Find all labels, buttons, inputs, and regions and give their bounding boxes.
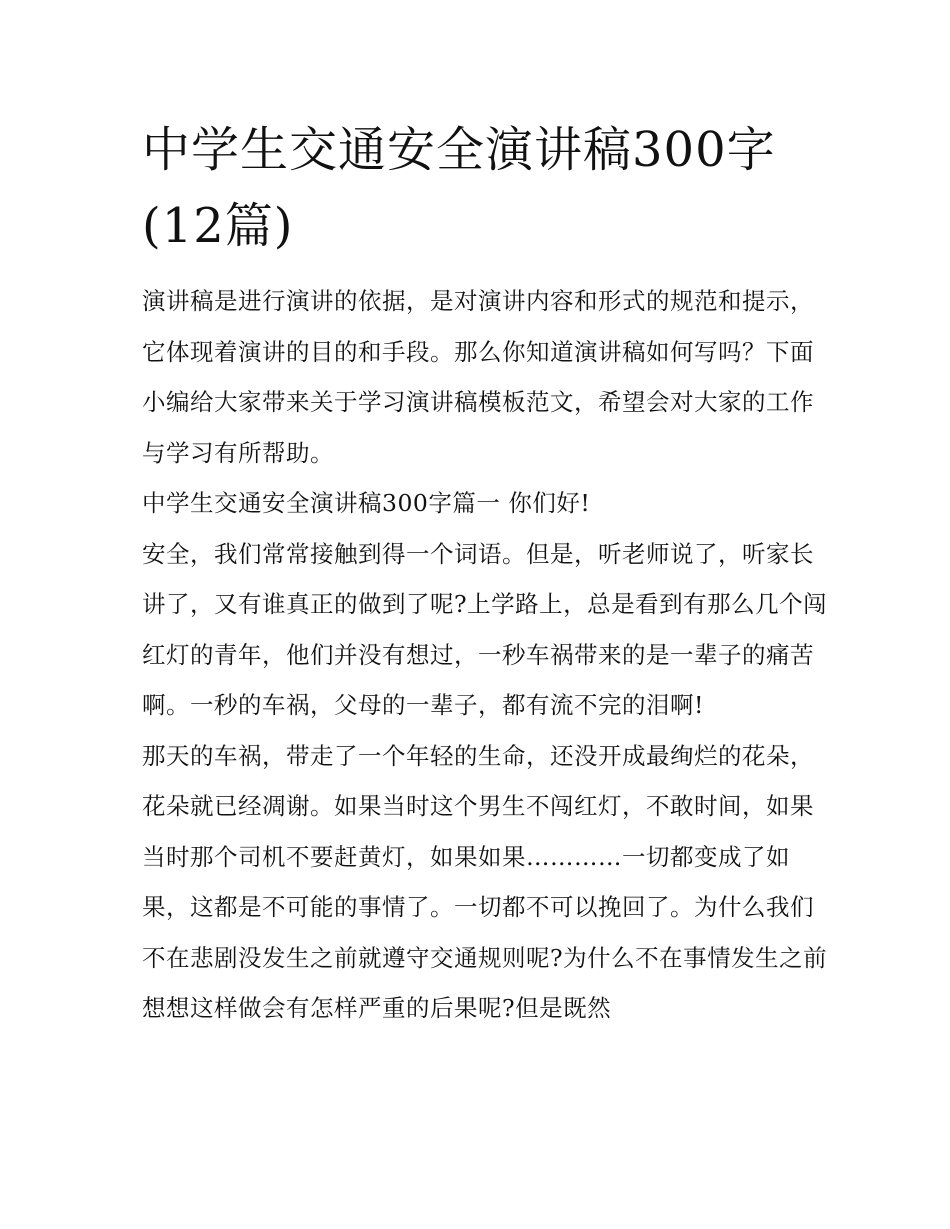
body-paragraph-2: 那天的车祸，带走了一个年轻的生命，还没开成最绚烂的花朵，花朵就已经凋谢。如果当时这个男生不闯红灯，不敢时间，如果当时那个司机不要赶黄灯，如果如果…………一切都变成了如果，这都是不可能的事情了。一切都不可以挽回了。为什么我们不在悲剧没发生之前就遵守交通规则呢?为什么不在事情发生之前想想这样做会有怎样严重的后果呢?但是既然 bbox=[142, 741, 828, 1022]
body-paragraph-1: 安全，我们常常接触到得一个词语。但是，听老师说了，听家长讲了，又有谁真正的做到了呢?上学路上，总是看到有那么几个闯红灯的青年，他们并没有想过，一秒车祸带来的是一辈子的痛苦啊。一秒的车祸，父母的一辈子，都有流不完的泪啊! bbox=[142, 539, 828, 719]
intro-paragraph: 演讲稿是进行演讲的依据，是对演讲内容和形式的规范和提示，它体现着演讲的目的和手段。那么你知道演讲稿如何写吗？下面小编给大家带来关于学习演讲稿模板范文，希望会对大家的工作与学习有所帮助。 bbox=[142, 287, 814, 467]
section-heading: 中学生交通安全演讲稿300字篇一 你们好! bbox=[142, 489, 591, 517]
document-title: 中学生交通安全演讲稿300字(12篇) bbox=[142, 122, 776, 254]
document-body bbox=[142, 276, 832, 1034]
